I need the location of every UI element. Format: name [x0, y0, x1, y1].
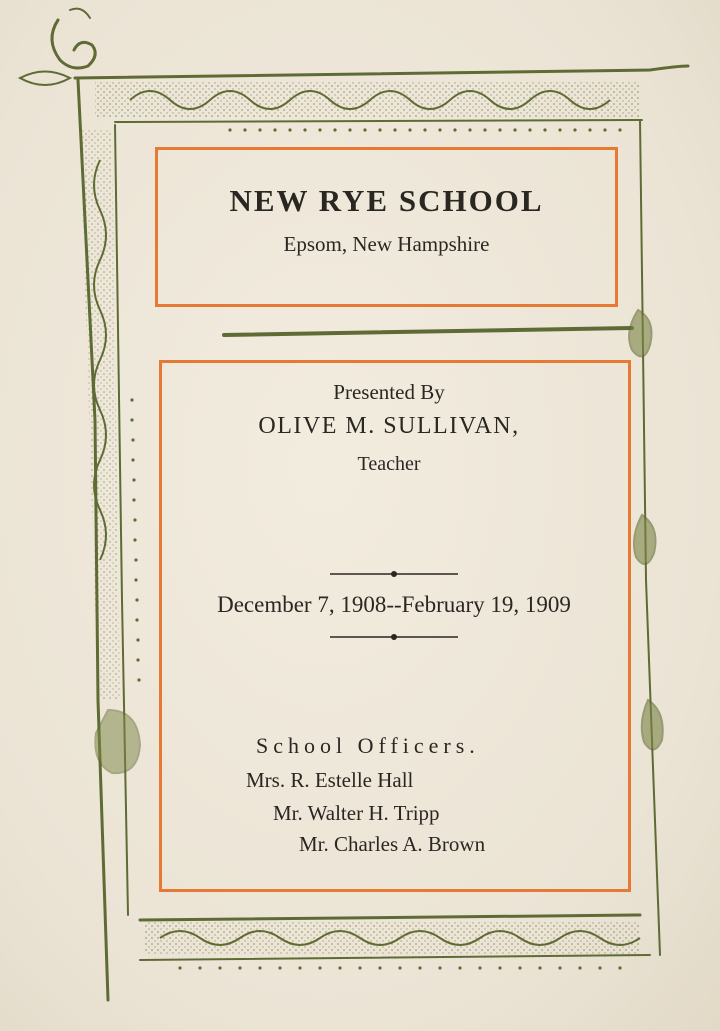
teacher-name: OLIVE M. SULLIVAN,: [258, 413, 520, 439]
teacher-role: Teacher: [357, 453, 421, 475]
officer-name: Mr. Walter H. Tripp: [273, 801, 440, 825]
officer-name: Mrs. R. Estelle Hall: [246, 768, 414, 792]
officer-name: Mr. Charles A. Brown: [299, 832, 486, 856]
officers-heading: School Officers.: [256, 733, 480, 758]
term-dates: December 7, 1908--February 19, 1909: [217, 592, 571, 617]
school-location: Epsom, New Hampshire: [283, 232, 490, 256]
presented-by-label: Presented By: [333, 380, 445, 404]
header-border-box: [155, 147, 618, 307]
school-title: NEW RYE SCHOOL: [229, 183, 544, 218]
